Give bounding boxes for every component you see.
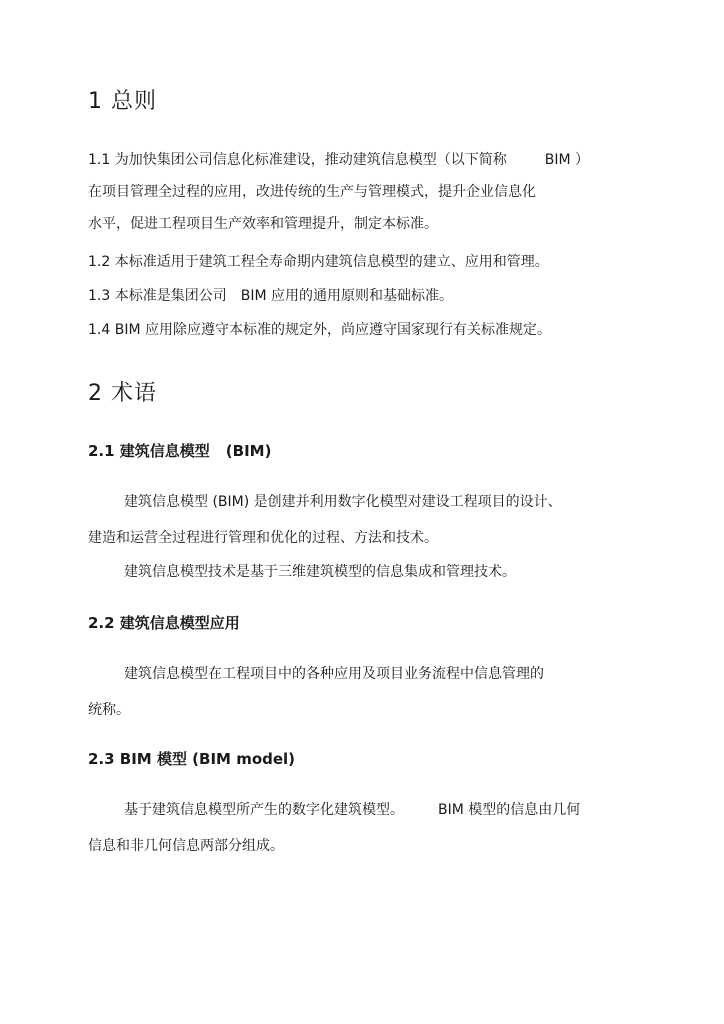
paragraph-line: 建造和运营全过程进行管理和优化的过程、方法和技术。	[88, 530, 438, 546]
paragraph-line: 信息和非几何信息两部分组成。	[88, 838, 284, 854]
subsection-heading-tail: (BIM)	[225, 442, 272, 460]
subsection-2-2-heading: 2.2 建筑信息模型应用	[88, 614, 240, 632]
paragraph-line: 建筑信息模型技术是基于三维建筑模型的信息集成和管理技术。	[124, 564, 516, 580]
paragraph-line: 建筑信息模型在工程项目中的各种应用及项目业务流程中信息管理的	[124, 666, 544, 682]
section-1-heading: 1 总则	[88, 89, 157, 114]
line-tail: BIM 模型的信息由几何	[438, 802, 581, 818]
line-text: 1.1 为加快集团公司信息化标准建设，推动建筑信息模型（以下简称	[88, 152, 507, 168]
paragraph-line	[88, 286, 453, 306]
line-tail: BIM 应用的通用原则和基础标准。	[240, 288, 453, 304]
paragraph-line: 水平，促进工程项目生产效率和管理提升，制定本标准。	[88, 216, 438, 232]
paragraph-line: 在项目管理全过程的应用，改进传统的生产与管理模式，提升企业信息化	[88, 184, 536, 200]
paragraph-line	[124, 800, 580, 820]
line-text: 基于建筑信息模型所产生的数字化建筑模型。	[124, 802, 404, 818]
line-text: 1.3 本标准是集团公司	[88, 288, 227, 304]
paragraph-line: 1.2 本标准适用于建筑工程全寿命期内建筑信息模型的建立、应用和管理。	[88, 254, 549, 270]
paragraph-line	[88, 150, 589, 170]
subsection-2-1-heading	[88, 440, 271, 461]
subsection-2-3-heading: 2.3 BIM 模型 (BIM model)	[88, 750, 296, 768]
section-2-heading: 2 术语	[88, 381, 157, 406]
paragraph-line: 1.4 BIM 应用除应遵守本标准的规定外，尚应遵守国家现行有关标准规定。	[88, 322, 551, 338]
line-tail: BIM ）	[544, 152, 589, 168]
subsection-heading-text: 2.1 建筑信息模型	[88, 442, 210, 460]
paragraph-line: 统称。	[88, 702, 130, 718]
paragraph-line: 建筑信息模型 (BIM) 是创建并利用数字化模型对建设工程项目的设计、	[124, 494, 562, 510]
